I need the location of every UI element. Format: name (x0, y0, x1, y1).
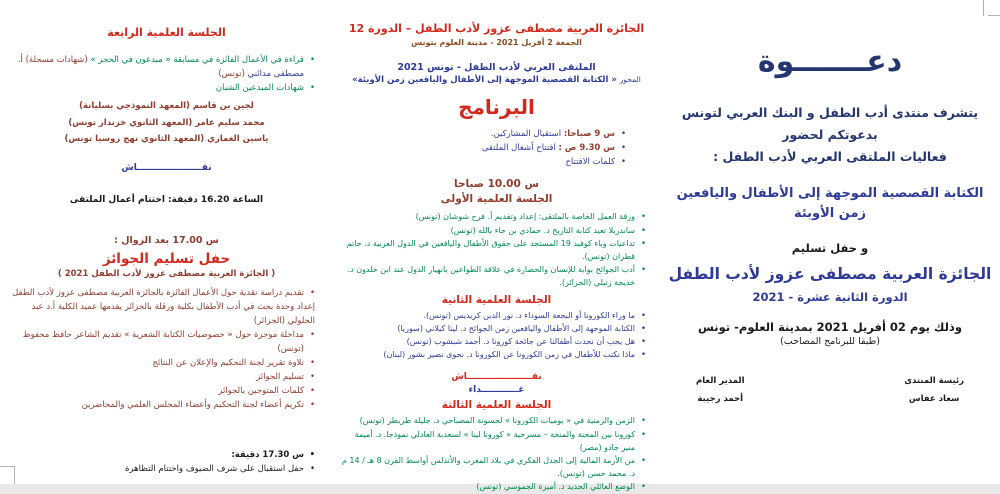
session4-items (0, 53, 333, 95)
crop-mark-bottom-left-vertical (14, 466, 15, 484)
session4-title: الجلسة العلمية الرابعة (107, 26, 226, 39)
lunch-separator: غــــــــــــداء (468, 385, 525, 396)
cover-subject-line2: زمن الأوبئة (793, 206, 867, 221)
final-reception: • حفل استقبال على شرف الضيوف واختتام التظاهرة (8, 462, 315, 476)
program-title: البرنامج (458, 95, 535, 119)
final-time: • س 17.30 دقيقة: (8, 448, 315, 462)
signature-president (904, 373, 964, 409)
reading-note: (شهادات مسجلة) (25, 55, 88, 65)
cover-line-host: يتشرف منتدى أدب الطفل و البنك العربي لتونس (681, 105, 979, 120)
awards-item: • تقديم دراسة نقدية حول الأعمال الفائزة بالجائزة العربية مصطفى عزوز لأدب الطفل (8, 286, 315, 300)
session1-time: س 10.00 صباحا (454, 178, 539, 191)
awards-item-continuation: إعداد وحدة بحث في أدب الأطفال بكلية ورقلة بالجزائر يقدمها عميد الكلية أ.د عبد الجلولي (الجزائر) (31, 301, 315, 326)
crop-mark-top-right-horizontal (988, 15, 1000, 16)
panel-program (333, 0, 660, 492)
witness-name: محمد سليم عامر (المعهد الثانوي خزندار تونس) (68, 117, 265, 128)
awards-item: • تكريم أعضاء لجنة التحكيم وأعضاء المجلس العلمي والمحاضرين (8, 398, 315, 412)
session1-items (333, 210, 660, 289)
session4-item-witnesses: • شهادات المبدعين الشبان (8, 81, 315, 95)
closing-time-line: الساعة 16.20 دقيقة: اختتام أعمال الملتقى (69, 194, 264, 205)
discussion-separator: نقـــــــــــــــــــــاش (451, 372, 542, 383)
awards-items (0, 286, 333, 412)
theme-label: المحور (619, 75, 641, 84)
cover-subject-line1: الكتابة القصصية الموجهة إلى الأطفال واليافعين (676, 186, 984, 201)
opening-schedule (333, 127, 660, 169)
cover-and-ceremony: و حفل تسليم (791, 241, 869, 255)
cover-edition: الدورة الثانية عشرة - 2021 (752, 290, 908, 304)
session3-item: • الوضع العائلي الجديد د. أميرة الجموسي (تونس) (339, 480, 646, 493)
panel-invitation-cover (660, 0, 1000, 484)
reading-country: (تونس) (218, 69, 245, 80)
prize-title-line: الجائزة العربية مصطفى عزوز لأدب الطفل – الدورة 12 (348, 22, 645, 35)
event-date-line: الجمعة 2 أفريل 2021 - مدينة العلوم بتونس (411, 38, 582, 47)
signature-general-manager (696, 373, 744, 409)
session3-title: الجلسة العلمية الثالثة (441, 399, 552, 412)
session1-title: الجلسة العلمية الأولى (440, 193, 553, 206)
schedule-time: س 9.30 ص : (558, 143, 615, 154)
session2-items (333, 309, 660, 362)
theme-text: « الكتابة القصصية الموجهة إلى الأطفال واليافعين زمن الأوبئة» (352, 75, 617, 85)
session1-header (333, 177, 660, 207)
schedule-text: استقبال المشاركين. (490, 129, 562, 139)
session2-item: • الكتابة الموجهة إلى الأطفال واليافعين زمن الجوائح د. لينا كيلاني (سوريا) (339, 322, 646, 335)
cover-line-activities: فعاليات الملتقى العربي لأدب الطفل : (713, 149, 947, 164)
session4-item-reading (8, 53, 315, 81)
session2-item: • هل يجب أن نحدث أطفالنا عن جائحة كورونا د. أحمد شبشوب (تونس) (339, 335, 646, 348)
signatures (660, 373, 1000, 409)
session3-item: • من الأزمة المالية إلى الجدل الفكري في بلاد المغرب والأندلس أواسط القرن 8 هـ / 14 م د. محمد حسن (تونس). (339, 454, 646, 480)
invitation-title: دعـــــــوة (757, 44, 903, 79)
awards-item: • تسليم الجوائز (8, 370, 315, 384)
forum-theme (333, 75, 660, 85)
discussion-separator: نقـــــــــــــــــــــاش (121, 162, 212, 173)
schedule-item (341, 127, 626, 141)
session2-item: • ماذا نكتب للأطفال في زمن الكورونا عن الكورونا د. نجوى نصير بشور (لبنان) (339, 348, 646, 361)
cover-prize-title: الجائزة العربية مصطفى عزوز لأدب الطفل (668, 265, 992, 283)
awards-item: • تلاوة تقرير لجنة التحكيم والإعلان عن النتائج (8, 356, 315, 370)
session2-title: الجلسة العلمية الثانية (441, 293, 552, 306)
awards-item: • كلمات المتوجين بالجوائز (8, 384, 315, 398)
schedule-text: كلمات الافتتاح (565, 157, 615, 168)
session3-item: • كورونا بين المحنة والمنحة – مسرحية « كورونا لينا » لسعدية العادلي نموذجا. د. أميمة منير جادو (مصر) (339, 428, 646, 454)
final-items (0, 448, 333, 476)
awards-time: س 17.00 بعد الزوال : (114, 234, 219, 246)
session3-items (333, 414, 660, 493)
schedule-item (341, 141, 626, 155)
session2-item: • ما وراء الكورونا أو البجعة السوداء د. نور الدين كريديس (تونس). (339, 309, 646, 322)
signature-name: سعاد عفاس (908, 393, 960, 404)
schedule-time: س 9 صباحا: (563, 129, 615, 139)
session1-item: • ساندريلا تعيد كتابة التاريخ د. حمادي بن جاء بالله (تونس) (339, 224, 646, 237)
awards-ceremony-title: حفل تسليم الجوائز (102, 250, 231, 267)
forum-title: الملتقى العربي لأدب الطفل - تونس 2021 (397, 62, 596, 73)
signature-name: أحمد رجيبة (697, 393, 744, 404)
session3-item: • الزمن والزمنية في « يوميات الكورونا » لحسونة المصباحي د. جليلة طريطر (تونس) (339, 414, 646, 427)
session1-item: • أدب الجوائح بوابة للإنسان والحضارة في علاقة الطواعين بانهيار الدول عند ابن خلدون د. خديجة زتيلي (الجزائر). (339, 263, 646, 289)
awards-item: • مداخلة موجزة حول « خصوصيات الكتابة الشعرية » تقديم الشاعر حافظ محفوظ (تونس) (8, 328, 315, 356)
reading-text: قراءة في الأعمال الفائزة في مسابقة « مبدعون في الحجر » (90, 55, 304, 65)
witness-name: لجين بن قاسم (المعهد النموذجي بسليانة) (79, 101, 254, 112)
cover-line-invite: بدعوتكم لحضور (782, 127, 878, 142)
signature-role: المدير العام (696, 376, 745, 386)
session1-item: • تداعيات وباء كوفيد 19 المستجد على حقوق الأطفال واليافعين في الدول العربية د. حاتم قطران (تونس). (339, 237, 646, 263)
cover-date-line: وذلك يوم 02 أفريل 2021 بمدينة العلوم- تونس (698, 320, 962, 334)
cover-program-note: (طبقا للبرنامج المصاحب) (780, 336, 880, 347)
signature-role: رئيسة المنتدى (904, 376, 964, 386)
reading-presenter: أ. مصطفى مدائني (17, 55, 304, 80)
crop-mark-bottom-left-horizontal (0, 466, 14, 467)
crop-mark-top-right-vertical (983, 0, 984, 16)
witness-names (0, 98, 333, 148)
panel-session4-awards (0, 0, 333, 484)
witness-name: ياسين الغماري (المعهد الثانوي نهج روسيا تونس) (64, 134, 269, 145)
awards-ceremony-subtitle: ( الجائزة العربية مصطفى عزوز لأدب الطفل 2021 ) (57, 268, 276, 279)
schedule-item (341, 155, 626, 169)
schedule-text: افتتاح أشغال الملتقى (481, 143, 556, 154)
session1-item: • ورقة العمل الخاصة بالملتقى: إعداد وتقديم أ. فرح شوشان (تونس) (339, 210, 646, 223)
